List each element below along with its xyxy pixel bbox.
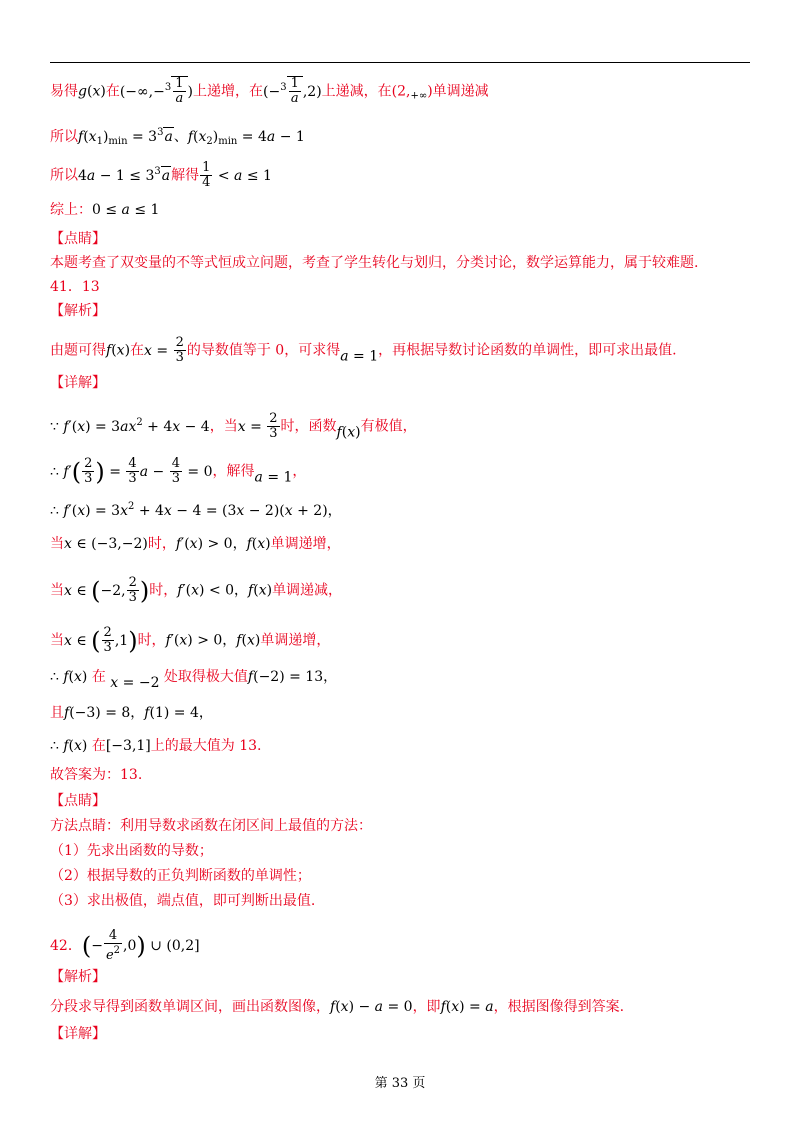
text-line-16: 当x ∈ ( $\frac{2}{3}$ ,1)时，f′(x) > 0，f(x)单调递增， (50, 625, 331, 655)
text-line-6: 本题考查了双变量的不等式恒成立问题，考查了学生转化与划归，分类讨论，数学运算能力，属于较难题. (50, 255, 699, 271)
text-line-4: 综上：0 ≤ a ≤ 1 (50, 202, 160, 218)
text-line-13: ∴ $f'(x) = 3x^2 + 4x - 4 = (3x - 2)(x + 2)$， (50, 501, 342, 519)
text-line-25: （3）求出极值，端点值，即可判断出最值. (50, 893, 316, 909)
problem-42-answer: 42．(− $\frac{4}{e^2}$ ,0) ∪ (0,2] (50, 928, 200, 963)
text-line-28: 分段求导得到函数单调区间，画出函数图像，f(x) − a = 0，即f(x) = a，根据图像得到答案. (50, 999, 625, 1015)
text-line-3: 所以$4a - 1 \le 3^3a$解得 $\frac{1}{4}$ < a ≤ 1 (50, 160, 272, 190)
section-xiangjie: 【详解】 (50, 375, 106, 391)
text-line-20: 故答案为：13. (50, 767, 143, 783)
section-xiangjie-2: 【详解】 (50, 1026, 106, 1042)
section-jiexi: 【解析】 (50, 303, 106, 319)
text-line-24: （2）根据导数的正负判断函数的单调性； (50, 868, 311, 884)
section-jiexi-2: 【解析】 (50, 969, 106, 985)
problem-41-answer: 41．13 (50, 279, 100, 295)
text-line-15: 当x ∈ (−2, $\frac{2}{3}$ )时，f′(x) < 0，f(x)单调递减， (50, 575, 343, 605)
header-rule (50, 62, 750, 63)
text-line-23: （1）先求出函数的导数； (50, 843, 213, 859)
text-line-19: ∴ f(x) 在[−3,1]上的最大值为 13. (50, 738, 262, 754)
section-dianjing-2: 【点睛】 (50, 793, 106, 809)
page-footer: 第 33 页 (374, 1076, 426, 1091)
text-line-1: 易得g(x)在(−∞,−$^3$ $\frac{1}{a}$ )上递增，在(−$^3$ $\frac{1}{a}$ ,2)上递减，在$(2,_{+\infty})$单调递减 (50, 76, 489, 106)
text-line-12: ∴ f′( $\frac{2}{3}$ ) = $\frac{4}{3}$ a − $\frac{4}{3}$ = 0，解得a = 1， (50, 456, 307, 486)
text-line-14: 当x ∈ (−3,−2)时，f′(x) > 0，f(x)单调递增， (50, 536, 341, 552)
text-line-11: ∵ $f'(x) = 3ax^2 + 4x - 4$，当x = $\frac{2}{3}$ 时，函数f(x)有极值， (50, 411, 417, 441)
text-line-9: 由题可得f(x)在x = $\frac{2}{3}$ 的导数值等于 0，可求得a = 1，再根据导数讨论函数的单调性，即可求出最值. (50, 335, 677, 365)
text-line-2: 所以$f(x_1)_{min} = 3^3a$、$f(x_2)_{min} = 4a - 1$ (50, 127, 305, 147)
text-line-17: ∴ f(x) 在 x = −2 处取得极大值f(−2) = 13， (50, 669, 338, 691)
section-dianjing: 【点睛】 (50, 231, 106, 247)
text-line-22: 方法点睛：利用导数求函数在闭区间上最值的方法： (50, 818, 372, 834)
text-line-18: 且f(−3) = 8，f(1) = 4， (50, 705, 213, 721)
